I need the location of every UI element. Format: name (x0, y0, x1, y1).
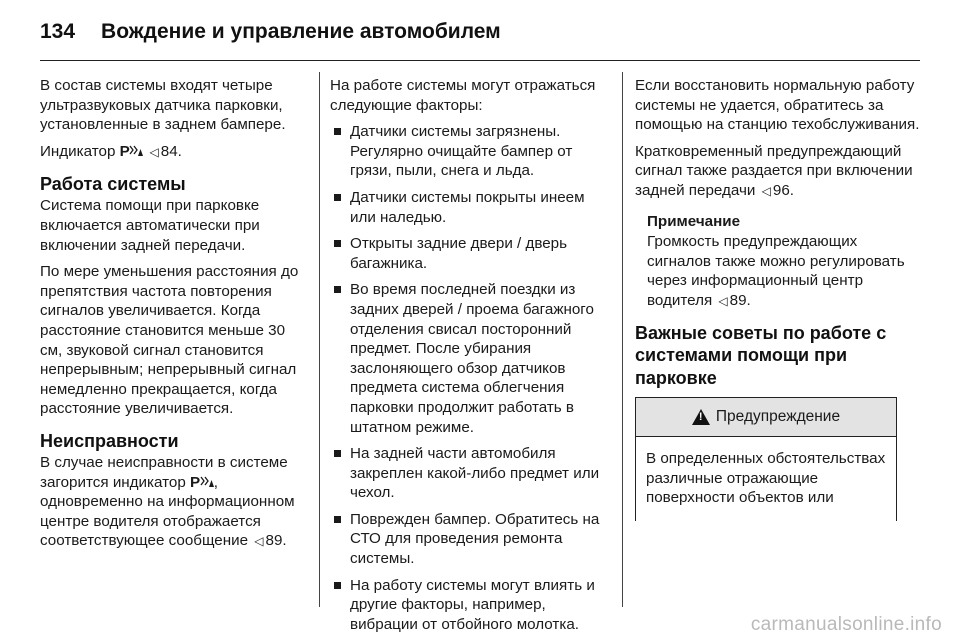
note-text: Громкость предупреждающих сигналов также можно регулировать через информационный центр водителя ◁ 89. (647, 233, 905, 309)
reverse-signal-paragraph: Кратковременный предупреждающий сигнал также раздается при включении задней передачи ◁ 96. (635, 142, 913, 199)
section-title-tips: Важные советы по работе с системами помощи при парковке (635, 322, 887, 388)
list-item: Во время последней поездки из задних дверей / проема багажного отделения свисал посторонний предмет. После убирания заслоняющего обзор датчиков предмета система облегчения парковки продолжит работать в штатном режиме. (330, 280, 606, 437)
column-2 (330, 76, 606, 633)
warning-triangle-icon (692, 409, 710, 425)
list-item: Датчики системы покрыты инеем или наледью. (330, 188, 606, 227)
page-header (40, 12, 501, 52)
section-title-faults: Неисправности (40, 430, 179, 451)
faults-page-ref[interactable]: 89. (265, 532, 287, 550)
intro-paragraph: В состав системы входят четыре ультразвуковых датчика парковки, установленные в заднем бампере. (40, 77, 286, 134)
warning-header (636, 397, 896, 437)
list-item: На работу системы могут влиять и другие факторы, например, вибрации от отбойного молотка. (330, 576, 606, 635)
header-divider (40, 60, 920, 61)
warning-text: В определенных обстоятельствах различные отражающие поверхности объектов или (646, 450, 886, 507)
ref-arrow-icon: ◁ (149, 144, 159, 159)
warning-box (635, 397, 897, 521)
indicator-line (40, 142, 302, 163)
indicator-label: Индикатор (40, 142, 116, 160)
column-divider-2 (622, 72, 623, 607)
note-title: Примечание (647, 212, 741, 230)
ref-arrow-icon: ◁ (718, 293, 728, 308)
column-3 (635, 76, 921, 612)
list-item: Датчики системы загрязнены. Регулярно очищайте бампер от грязи, пыли, снега и льда. (330, 122, 606, 181)
faults-paragraph: В случае неисправности в системе загорится индикатор P , одновременно на информационном центре водителя отображается соответствующее сообщение ◁ 89. (40, 453, 295, 550)
list-item: Поврежден бампер. Обратитесь на СТО для проведения ремонта системы. (330, 510, 606, 569)
parking-indicator-icon: P (190, 474, 214, 491)
reverse-signal-page-ref[interactable]: 96. (772, 181, 795, 199)
indicator-page-ref[interactable]: 84. (160, 142, 182, 160)
note-block (647, 212, 921, 312)
operation-paragraph-1: Система помощи при парковке включается автоматически при включении задней передачи. (40, 197, 260, 254)
page-number: 134 (40, 20, 76, 43)
list-item: Открыты задние двери / дверь багажника. (330, 234, 606, 273)
factors-intro: На работе системы могут отражаться следующие факторы: (330, 77, 596, 114)
ref-arrow-icon: ◁ (254, 534, 264, 549)
section-title-operation: Работа системы (40, 174, 186, 195)
note-page-ref[interactable]: 89. (729, 291, 751, 309)
factors-list (330, 122, 606, 634)
ref-arrow-icon: ◁ (761, 183, 771, 198)
warning-title: Предупреждение (715, 408, 841, 426)
list-item: На задней части автомобиля закреплен какой-либо предмет или чехол. (330, 444, 606, 503)
column-divider-1 (319, 72, 320, 607)
page-title: Вождение и управление автомобилем (101, 20, 501, 43)
operation-paragraph-2: По мере уменьшения расстояния до препятствия частота повторения сигналов увеличивается. Когда расстояние становится меньше 30 см, звуковой сигнал становится непрерывным; непрерывный сигнал немедленно прекращается, когда расстояние увеличивается. (40, 263, 299, 418)
parking-indicator-icon: P (120, 143, 144, 160)
service-paragraph: Если восстановить нормальную работу системы не удается, обратитесь за помощью на станцию техобслуживания. (635, 77, 920, 134)
watermark: carmanualsonline.info (750, 614, 942, 635)
column-1 (40, 76, 302, 612)
